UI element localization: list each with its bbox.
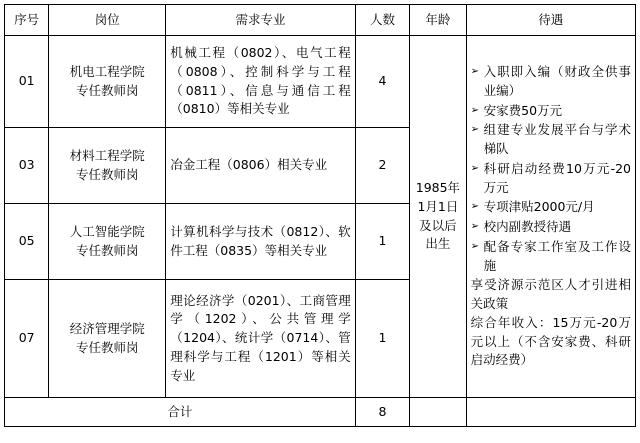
- cell-number: 2: [355, 128, 409, 204]
- recruitment-table-page: [0, 4, 640, 443]
- list-item: [471, 198, 631, 217]
- cell-major: 计算机科学与技术（0812）、软件工程（0835）等相关专业: [166, 204, 356, 280]
- cell-number: 1: [355, 280, 409, 398]
- cell-post: [49, 128, 166, 204]
- benefits-list: [471, 63, 631, 275]
- cell-number: 1: [355, 204, 409, 280]
- column-header-post: 岗位: [49, 5, 166, 36]
- benefit-text: 组建专业发展平台与学术梯队: [483, 122, 631, 156]
- list-item: [471, 121, 631, 159]
- cell-post: [49, 280, 166, 398]
- table-header-row: [5, 5, 636, 36]
- benefit-paragraph-policy: 享受济源示范区人才引进相关政策: [470, 277, 631, 311]
- table-total-row: [5, 398, 636, 427]
- total-benefits-empty: [466, 398, 635, 427]
- benefit-text: 校内副教授待遇: [483, 219, 572, 234]
- benefit-text: 科研启动经费10万元-20万元: [483, 160, 631, 195]
- post-line-2: 专任教师岗: [76, 82, 139, 98]
- column-header-major: 需求专业: [166, 5, 356, 36]
- cell-major: 机械工程（0802）、电气工程（0808）、控制科学与工程（0811）、信息与通信工程（0810）等相关专业: [166, 36, 356, 128]
- arrow-bullet-icon: ➢: [470, 124, 480, 136]
- table-row: [5, 36, 636, 128]
- column-header-number: 人数: [355, 5, 409, 36]
- cell-age: 1985年1月1日及以后出生: [410, 36, 466, 398]
- table-body: [5, 36, 636, 427]
- benefit-text: 专项津贴2000元/月: [483, 199, 595, 215]
- table-header: [5, 5, 636, 36]
- arrow-bullet-icon: ➢: [470, 201, 480, 213]
- benefit-text: 入职即入编（财政全供事业编）: [483, 64, 631, 98]
- list-item: [471, 218, 631, 237]
- cell-seq: 01: [5, 36, 49, 128]
- arrow-bullet-icon: ➢: [470, 240, 480, 252]
- list-item: [471, 238, 631, 276]
- arrow-bullet-icon: ➢: [470, 221, 480, 232]
- total-number: 8: [355, 398, 409, 427]
- list-item: [471, 63, 631, 101]
- column-header-benefits: 待遇: [466, 5, 635, 36]
- post-line-2: 专任教师岗: [76, 242, 139, 258]
- total-label: 合计: [5, 398, 356, 427]
- benefit-text: 配备专家工作室及工作设施: [483, 238, 631, 273]
- benefit-text: 安家费50万元: [483, 102, 563, 118]
- cell-post: [49, 204, 166, 280]
- cell-number: 4: [355, 36, 409, 128]
- recruitment-table: [4, 4, 636, 427]
- arrow-bullet-icon: ➢: [470, 162, 480, 174]
- benefit-paragraph-income: 综合年收入：15万元-20万元以上（不含安家费、科研启动经费）: [470, 314, 631, 368]
- post-line-1: 机电工程学院: [69, 63, 145, 79]
- cell-post: [49, 36, 166, 128]
- post-line-1: 经济管理学院: [69, 320, 145, 336]
- column-header-age: 年龄: [410, 5, 466, 36]
- list-item: [471, 102, 631, 121]
- post-line-1: 材料工程学院: [69, 147, 145, 163]
- cell-seq: 05: [5, 204, 49, 280]
- arrow-bullet-icon: ➢: [470, 104, 480, 116]
- cell-seq: 07: [5, 280, 49, 398]
- post-line-1: 人工智能学院: [69, 223, 145, 239]
- cell-seq: 03: [5, 128, 49, 204]
- arrow-bullet-icon: ➢: [470, 66, 480, 77]
- cell-benefits: [466, 36, 635, 398]
- cell-major: 理论经济学（0201）、工商管理学（1202）、公共管理学（1204）、统计学（0714）、管理科学与工程（1201）等相关专业: [166, 280, 356, 398]
- post-line-2: 专任教师岗: [76, 339, 139, 355]
- cell-major: 冶金工程（0806）相关专业: [166, 128, 356, 204]
- total-age-empty: [410, 398, 466, 427]
- column-header-seq: 序号: [5, 5, 49, 36]
- list-item: [471, 160, 631, 198]
- post-line-2: 专任教师岗: [76, 166, 139, 182]
